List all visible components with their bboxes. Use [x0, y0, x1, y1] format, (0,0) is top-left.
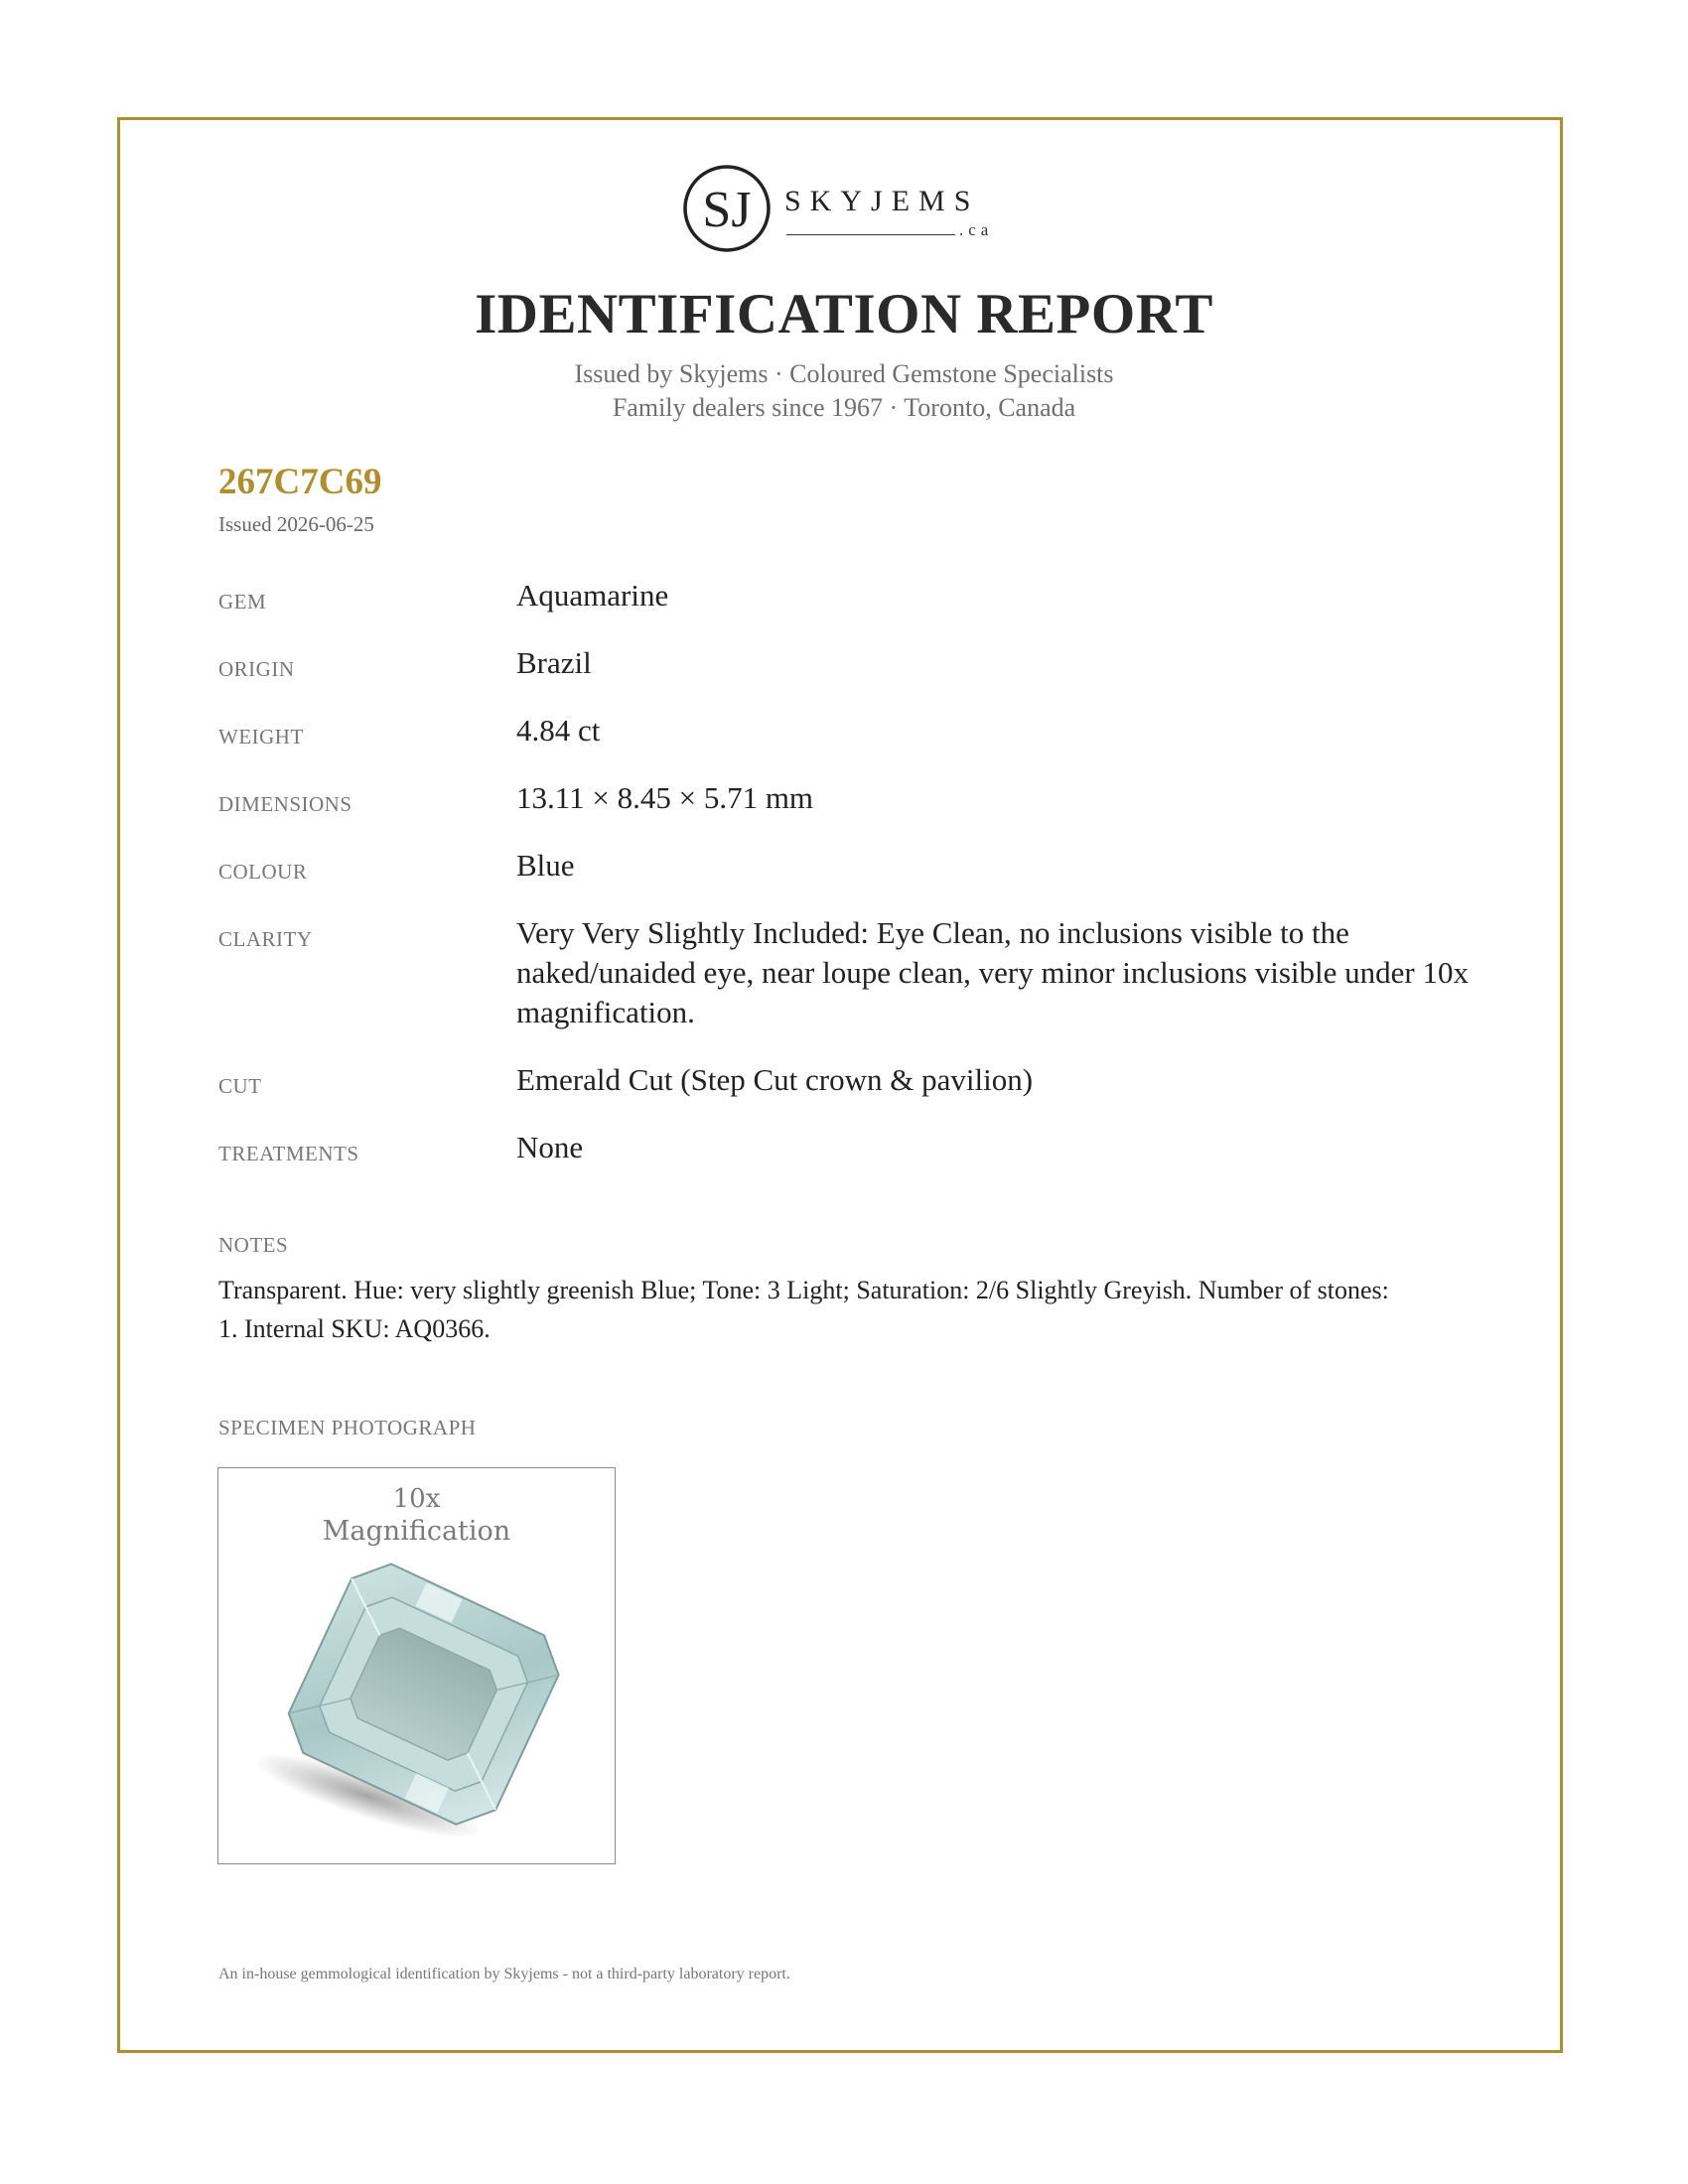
photo-heading: SPECIMEN PHOTOGRAPH — [218, 1416, 477, 1439]
logo-tld: .ca — [959, 220, 994, 239]
logo-monogram: SJ — [702, 182, 752, 238]
field-row-clarity — [218, 913, 1509, 1032]
skyjems-logo — [681, 163, 1009, 262]
field-value: 4.84 ct — [516, 713, 601, 748]
magnification-level: 10x — [392, 1484, 441, 1514]
specimen-photo — [217, 1467, 616, 1864]
field-label: CUT — [218, 1074, 262, 1098]
field-row-treatments — [218, 1128, 1509, 1167]
notes-text: Transparent. Hue: very slightly greenish Blue; Tone: 3 Light; Saturation: 2/6 Slightly Greyish. Number of stones: 1. Internal SKU: AQ0366. — [218, 1276, 1389, 1343]
field-row-weight — [218, 711, 1509, 751]
sj-monogram-icon — [681, 163, 773, 254]
field-label: CLARITY — [218, 927, 313, 951]
field-label: COLOUR — [218, 860, 308, 884]
field-row-gem — [218, 576, 1509, 615]
field-label: GEM — [218, 590, 267, 614]
logo-wordmark: SKYJEMS — [784, 185, 980, 217]
page-title: IDENTIFICATION REPORT — [475, 283, 1213, 345]
field-label: ORIGIN — [218, 657, 295, 681]
field-value: None — [516, 1130, 584, 1164]
field-row-cut — [218, 1060, 1509, 1100]
field-value: Aquamarine — [516, 578, 669, 613]
field-row-origin — [218, 643, 1509, 683]
field-label: WEIGHT — [218, 725, 304, 749]
notes-heading: NOTES — [218, 1233, 289, 1257]
field-label: DIMENSIONS — [218, 792, 352, 816]
field-value: Brazil — [516, 645, 592, 680]
issue-date: Issued 2026-06-25 — [218, 512, 374, 536]
report-id: 267C7C69 — [218, 462, 382, 502]
field-value: Emerald Cut (Step Cut crown & pavilion) — [516, 1062, 1034, 1097]
dealer-line: Family dealers since 1967 · Toronto, Canada — [612, 393, 1076, 422]
field-value: Very Very Slightly Included: Eye Clean, no inclusions visible to the naked/unaided eye, near loupe clean, very minor inclusions visible under 10x magnification. — [516, 915, 1469, 1029]
field-row-dimensions — [218, 778, 1509, 818]
logo-rule — [786, 234, 955, 235]
magnification-label: Magnification — [322, 1516, 511, 1547]
field-label: TREATMENTS — [218, 1142, 359, 1165]
issuer-line: Issued by Skyjems · Coloured Gemstone Specialists — [574, 359, 1114, 388]
disclaimer: An in-house gemmological identification by Skyjems - not a third-party laboratory report. — [218, 1966, 790, 1982]
field-value: 13.11 × 8.45 × 5.71 mm — [516, 780, 814, 815]
field-value: Blue — [516, 848, 575, 883]
field-list — [218, 576, 1509, 1195]
field-row-colour — [218, 846, 1509, 886]
